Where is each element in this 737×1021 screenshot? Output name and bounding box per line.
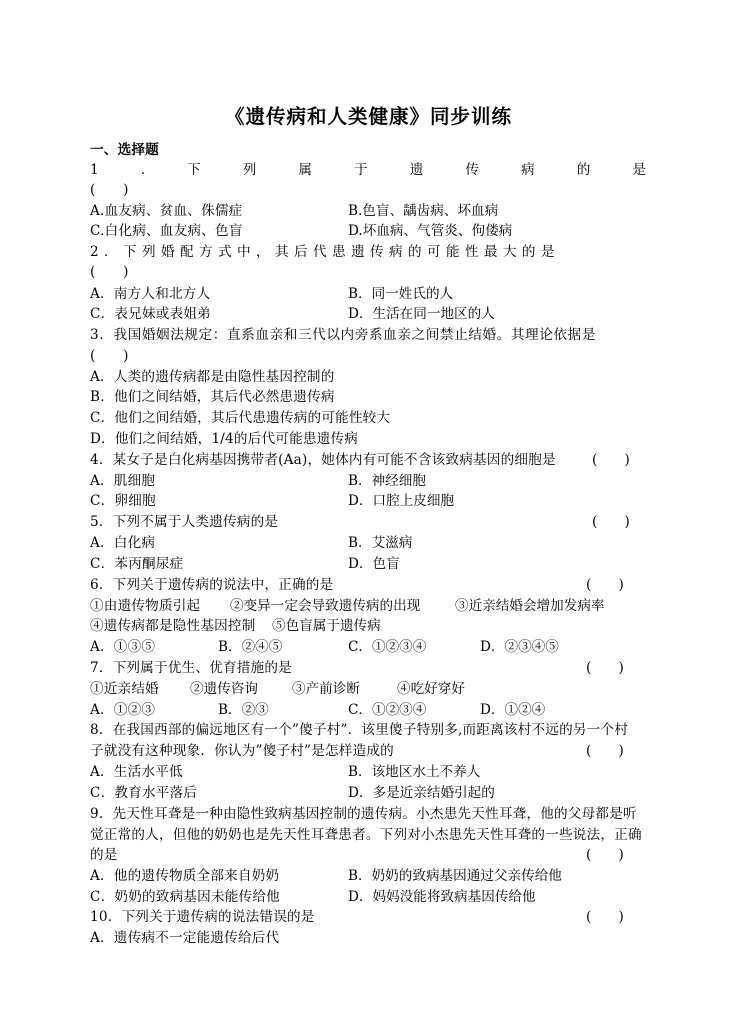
q1-char: . (140, 162, 146, 178)
question-9-stem-line-2: 觉正常的人，但他的奶奶也是先天性耳聋患者。下列对小杰患先天性耳聋的一些说法，正确 (90, 827, 642, 843)
question-3-paren: ( ) (90, 348, 129, 364)
q1-option-c: C.白化病、血友病、色盲 (90, 223, 243, 239)
q6-option-d: D．②③④⑤ (480, 639, 559, 655)
q7-option-d: D．①②④ (480, 702, 546, 718)
question-7-stem: 7．下列属于优生、优育措施的是 (90, 660, 292, 676)
q2-option-b: B．同一姓氏的人 (348, 286, 454, 302)
q5-option-d: D．色盲 (348, 556, 400, 572)
q6-statement-3: ③近亲结婚会增加发病率 (455, 598, 605, 614)
q6-statement-4: ④遗传病都是隐性基因控制 (90, 618, 256, 634)
q6-statement-2: ②变异一定会导致遗传病的出现 (230, 598, 421, 614)
q1-char: 1 (90, 162, 99, 178)
question-4-stem: 4．某女子是白化病基因携带者(Aa)，她体内有可能不含该致病基因的细胞是 (90, 452, 556, 468)
q7-option-a: A．①②③ (90, 702, 156, 718)
q6-option-a: A．①③⑤ (90, 639, 156, 655)
q9-option-a: A．他的遗传物质全部来自奶奶 (90, 868, 280, 884)
q7-statement-1: ①近亲结婚 (90, 681, 159, 697)
q9-option-b: B．奶奶的致病基因通过父亲传给他 (348, 868, 562, 884)
q7-statement-2: ②遗传咨询 (190, 681, 258, 697)
q1-option-d: D.坏血病、气管炎、佝偻病 (348, 223, 513, 239)
q6-statement-5: ⑤色盲属于遗传病 (272, 618, 381, 634)
q10-option-a: A．遗传病不一定能遗传给后代 (90, 930, 280, 946)
q6-option-b: B．②④⑤ (218, 639, 283, 655)
q8-option-a: A．生活水平低 (90, 764, 183, 780)
q1-char: 属 (298, 162, 313, 178)
q4-option-c: C．卵细胞 (90, 493, 156, 509)
question-9-paren: ( ) (586, 847, 624, 863)
q5-option-b: B．艾滋病 (348, 535, 413, 551)
q7-option-b: B．②③ (218, 702, 269, 718)
q1-char: 的 (576, 162, 591, 178)
question-2-stem: 2．下列婚配方式中，其后代患遗传病的可能性最大的是 (90, 244, 560, 260)
q4-option-d: D．口腔上皮细胞 (348, 493, 455, 509)
question-9-stem-line-1: 9．先天性耳聋是一种由隐性致病基因控制的遗传病。小杰患先天性耳聋，他的父母都是听 (90, 806, 637, 822)
q1-char: 病 (521, 162, 535, 178)
question-8-paren: ( ) (586, 743, 624, 759)
q1-char: 于 (354, 162, 368, 178)
q1-option-b: B.色盲、龋齿病、坏血病 (348, 203, 499, 219)
q5-option-a: A．白化病 (90, 535, 156, 551)
q8-option-c: C．教育水平落后 (90, 785, 198, 801)
q9-option-c: C．奶奶的致病基因未能传给他 (90, 889, 280, 905)
question-3-stem: 3．我国婚姻法规定：直系血亲和三代以内旁系血亲之间禁止结婚。其理论依据是 (90, 327, 597, 343)
q2-option-a: A．南方人和北方人 (90, 286, 211, 302)
section-heading: 一、选择题 (90, 142, 159, 158)
q9-option-d: D．妈妈没能将致病基因传给他 (348, 889, 536, 905)
q4-option-b: B．神经细胞 (348, 473, 426, 489)
question-7-paren: ( ) (586, 660, 624, 676)
q1-char: 列 (242, 162, 257, 178)
q3-option-a: A．人类的遗传病都是由隐性基因控制的 (90, 369, 335, 385)
q1-char: 下 (187, 162, 201, 178)
question-10-paren: ( ) (586, 909, 624, 925)
q3-option-c: C．他们之间结婚，其后代患遗传病的可能性较大 (90, 410, 391, 426)
question-9-stem-line-3: 的是 (90, 847, 118, 863)
document-title: 《遗传病和人类健康》同步训练 (224, 105, 512, 128)
q6-option-c: C．①②③④ (348, 639, 427, 655)
question-5-paren: ( ) (592, 514, 630, 530)
q6-statement-1: ①由遗传物质引起 (90, 598, 201, 614)
q1-char: 遗 (409, 162, 424, 178)
question-8-stem-line-2: 子就没有这种现象．你认为”傻子村”是怎样造成的 (90, 743, 394, 759)
q1-char: 传 (465, 162, 479, 178)
question-6-paren: ( ) (586, 577, 624, 593)
q4-option-a: A．肌细胞 (90, 473, 156, 489)
q5-option-c: C．苯丙酮尿症 (90, 556, 184, 572)
q3-option-d: D．他们之间结婚，1/4的后代可能患遗传病 (90, 431, 359, 447)
q2-option-c: C．表兄妹或表姐弟 (90, 306, 211, 322)
q3-option-b: B．他们之间结婚，其后代必然患遗传病 (90, 389, 335, 405)
q7-statement-3: ③产前诊断 (292, 681, 360, 697)
q8-option-b: B．该地区水土不养人 (348, 764, 481, 780)
q7-option-c: C．①②③④ (348, 702, 427, 718)
question-5-stem: 5．下列不属于人类遗传病的是 (90, 514, 279, 530)
question-6-stem: 6．下列关于遗传病的说法中，正确的是 (90, 577, 334, 593)
question-10-stem: 10．下列关于遗传病的说法错误的是 (90, 909, 315, 925)
question-1-stem (90, 160, 646, 180)
q7-statement-4: ④吃好穿好 (397, 681, 465, 697)
q1-char: 是 (632, 162, 646, 178)
question-1-paren: ( ) (90, 182, 129, 198)
question-8-stem-line-1: 8．在我国西部的偏远地区有一个”傻子村”．该里傻子特别多,而距离该村不远的另一个村 (90, 722, 629, 738)
q1-option-a: A.血友病、贫血、侏儒症 (90, 203, 243, 219)
question-2-paren: ( ) (90, 264, 129, 280)
q8-option-d: D．多是近亲结婚引起的 (348, 785, 495, 801)
q2-option-d: D．生活在同一地区的人 (348, 306, 495, 322)
question-4-paren: ( ) (592, 452, 630, 468)
